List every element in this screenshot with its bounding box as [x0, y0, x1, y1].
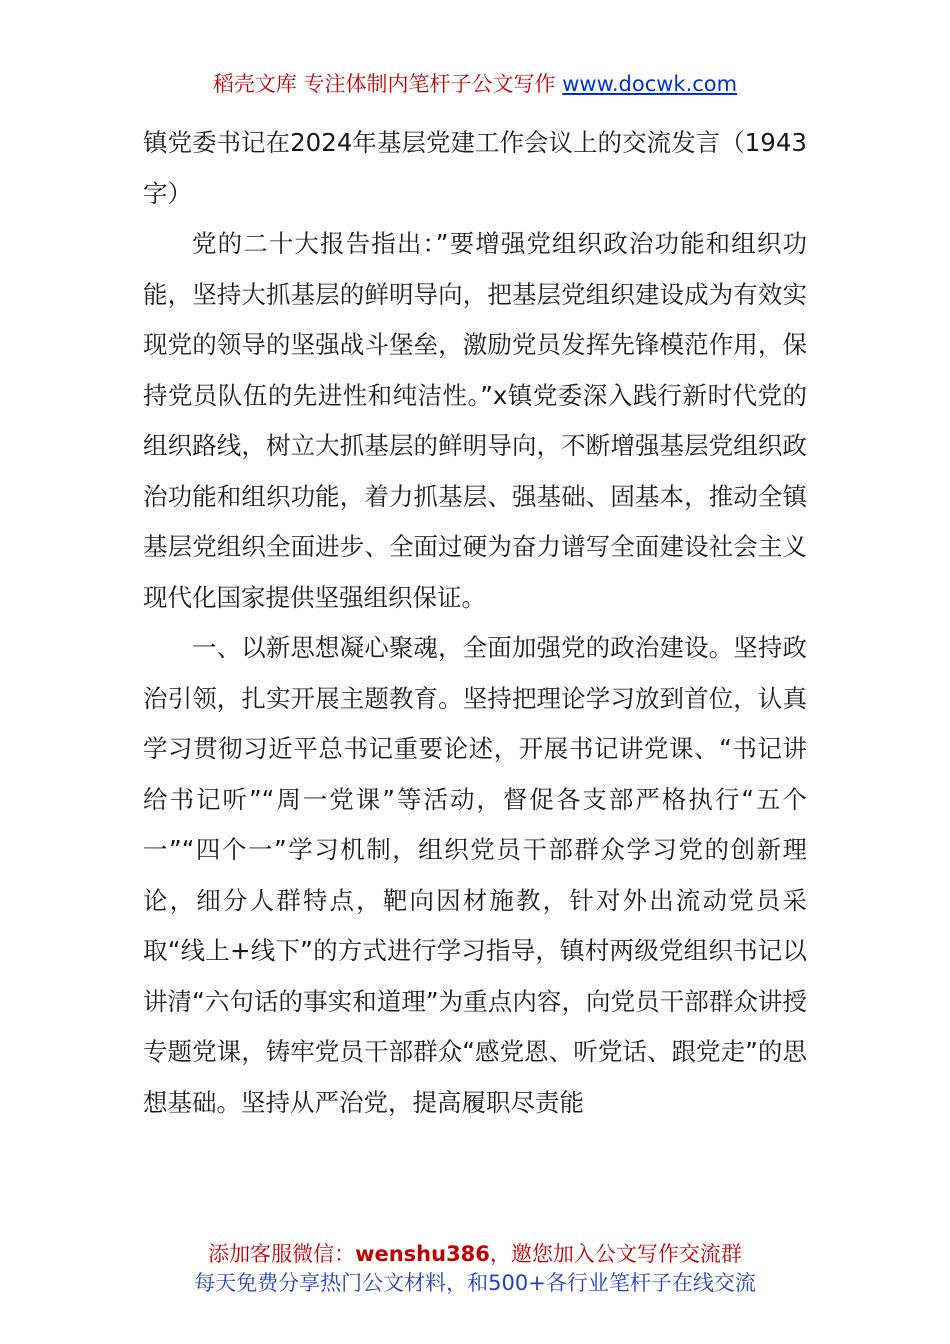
paragraph-section-one: 一、以新思想凝心聚魂，全面加强党的政治建设。坚持政治引领，扎实开展主题教育。坚持把理论学习放到首位，认真学习贯彻习近平总书记重要论述，开展书记讲党课、“书记讲给书记听”“周一党课”等活动，督促各支部严格执行“五个一”“四个一”学习机制，组织党员干部群众学习党的创新理论，细分人群特点，靶向因材施教，针对外出流动党员采取“线上+线下”的方式进行学习指导，镇村两级党组织书记以讲清“六句话的事实和道理”为重点内容，向党员干部群众讲授专题党课，铸牢党员干部群众“感党恩、听党话、跟党走”的思想基础。坚持从严治党，提高履职尽责能 — [143, 633, 807, 1117]
footer-promo-line: 每天免费分享热门公文材料，和500+各行业笔杆子在线交流 — [194, 1271, 756, 1295]
footer-contact-suffix: ，邀您加入公文写作交流群 — [489, 1242, 742, 1266]
footer-contact-prefix: 添加客服微信： — [208, 1242, 356, 1266]
site-link[interactable]: www.docwk.com — [562, 72, 738, 96]
page-header — [0, 68, 950, 100]
footer-contact-line — [0, 1240, 950, 1269]
footer-wechat-id: wenshu386 — [355, 1242, 490, 1266]
page-footer — [0, 1240, 950, 1298]
header-brand-text: 稻壳文库 专注体制内笔杆子公文写作 — [212, 72, 556, 96]
document-title-main: 镇党委书记在2024年基层党建工作会议上的交流发言 — [143, 128, 721, 157]
document-title-wordcount: （1943字） — [143, 128, 807, 208]
document-body — [143, 118, 807, 1128]
document-title — [143, 118, 807, 219]
paragraph-intro: 党的二十大报告指出：”要增强党组织政治功能和组织功能，坚持大抓基层的鲜明导向，把基层党组织建设成为有效实现党的领导的坚强战斗堡垒，激励党员发挥先锋模范作用，保持党员队伍的先进性和纯洁性。”x镇党委深入践行新时代党的组织路线，树立大抓基层的鲜明导向，不断增强基层党组织政治功能和组织功能，着力抓基层、强基础、固基本，推动全镇基层党组织全面进步、全面过硬为奋力谱写全面建设社会主义现代化国家提供坚强组织保证。 — [143, 229, 807, 612]
